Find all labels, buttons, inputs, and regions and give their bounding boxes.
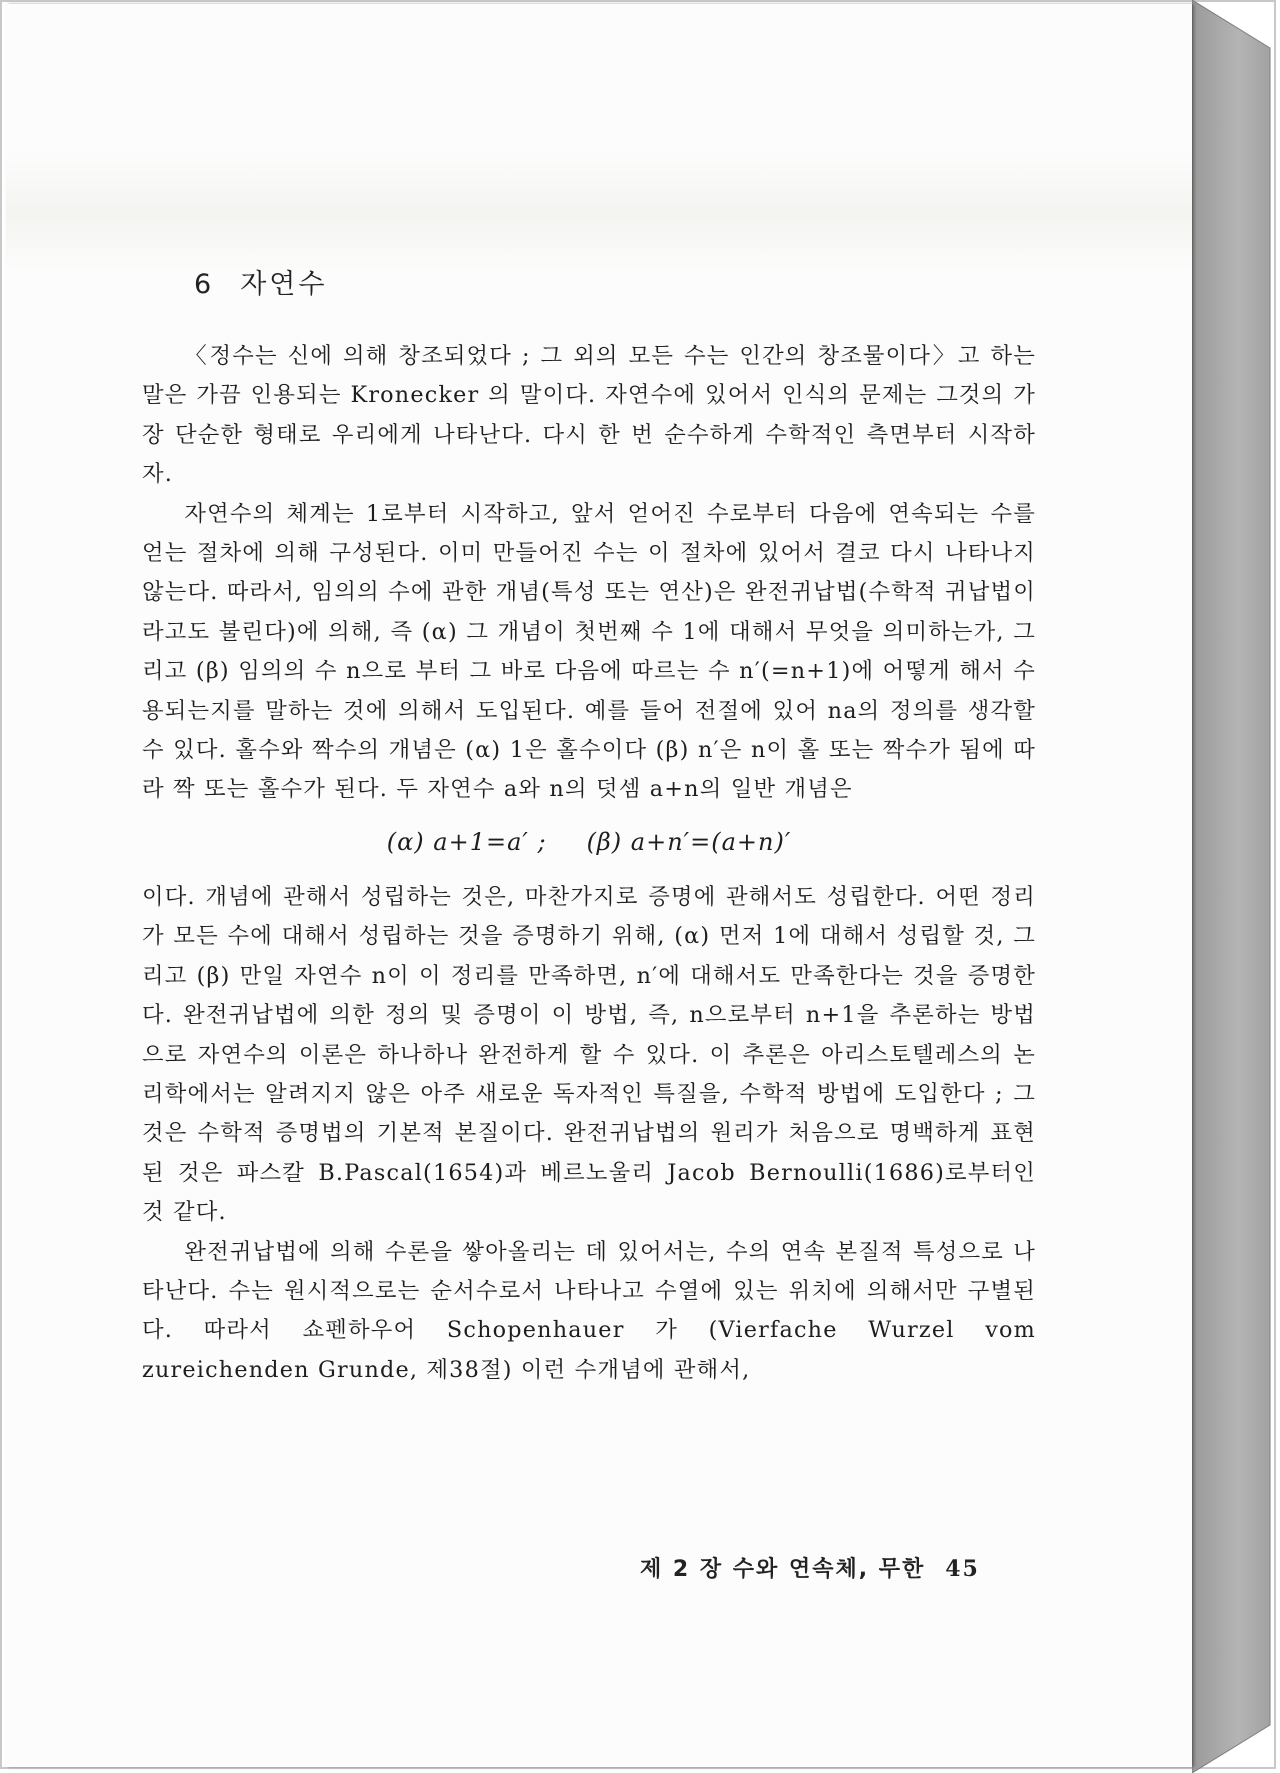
paragraph-4: 완전귀납법에 의해 수론을 쌓아올리는 데 있어서는, 수의 연속 본질적 특성으로 나타난다. 수는 원시적으로는 순서수로서 나타나고 수열에 있는 위치에 의해서만 구별된다. 따라서 쇼펜하우어 Schopenhauer 가 (Vierfache Wurzel vom zureichenden Grunde, 제38절) 이런 수개념에 관해서,	[142, 1238, 1036, 1383]
book-page	[6, 4, 1192, 1767]
formula-beta: (β) a+n′=(a+n)′	[586, 827, 792, 856]
chapter-title: 제 2 장 수와 연속체, 무한	[640, 1557, 926, 1582]
book-thickness-edge	[1192, 0, 1277, 1773]
page-shading	[6, 154, 1192, 274]
paragraph-3: 이다. 개념에 관해서 성립하는 것은, 마찬가지로 증명에 관해서도 성립한다. 어떤 정리가 모든 수에 대해서 성립하는 것을 증명하기 위해, (α) 먼저 1에 대해서 성립할 것, 그리고 (β) 만일 자연수 n이 이 정리를 만족하면, n′에 대해서도 만족한다는 것을 증명한다. 완전귀납법에 의한 정의 및 증명이 이 방법, 즉, n으로부터 n+1을 추론하는 방법으로 자연수의 이론은 하나하나 완전하게 할 수 있다. 이 추론은 아리스토텔레스의 논리학에서는 알려지지 않은 아주 새로운 독자적인 특질을, 수학적 방법에 도입한다 ; 그것은 수학적 증명법의 기본적 본질이다. 완전귀납법의 원리가 처음으로 명백하게 표현된 것은 파스칼 B.Pascal(1654)과 베르노울리 Jacob Bernoulli(1686)로부터인 것 같다.	[142, 883, 1036, 1226]
paragraph-1: 〈정수는 신에 의해 창조되었다 ; 그 외의 모든 수는 인간의 창조물이다〉고 하는 말은 가끔 인용되는 Kronecker 의 말이다. 자연수에 있어서 인식의 문제는 그것의 가장 단순한 형태로 우리에게 나타난다. 다시 한 번 순수하게 수학적인 측면부터 시작하자.	[142, 343, 1036, 488]
page-footer	[640, 1552, 980, 1583]
page-content	[142, 262, 1036, 1390]
addition-formula	[142, 828, 1036, 856]
page-number: 45	[945, 1556, 980, 1582]
formula-alpha: (α) a+1=a′ ;	[386, 827, 547, 856]
paragraph-2: 자연수의 체계는 1로부터 시작하고, 앞서 얻어진 수로부터 다음에 연속되는 수를 얻는 절차에 의해 구성된다. 이미 만들어진 수는 이 절차에 있어서 결코 다시 나타나지 않는다. 따라서, 임의의 수에 관한 개념(특성 또는 연산)은 완전귀납법(수학적 귀납법이라고도 불린다)에 의해, 즉 (α) 그 개념이 첫번째 수 1에 대해서 무엇을 의미하는가, 그리고 (β) 임의의 수 n으로 부터 그 바로 다음에 따르는 수 n′(=n+1)에 어떻게 해서 수용되는지를 말하는 것에 의해서 도입된다. 예를 들어 전절에 있어 na의 정의를 생각할 수 있다. 홀수와 짝수의 개념은 (α) 1은 홀수이다 (β) n′은 n이 홀 또는 짝수가 됨에 따라 짝 또는 홀수가 된다. 두 자연수 a와 n의 덧셈 a+n의 일반 개념은	[142, 500, 1036, 803]
section-number: 6	[194, 269, 215, 300]
section-title: 자연수	[240, 269, 328, 300]
section-heading	[194, 262, 1036, 301]
